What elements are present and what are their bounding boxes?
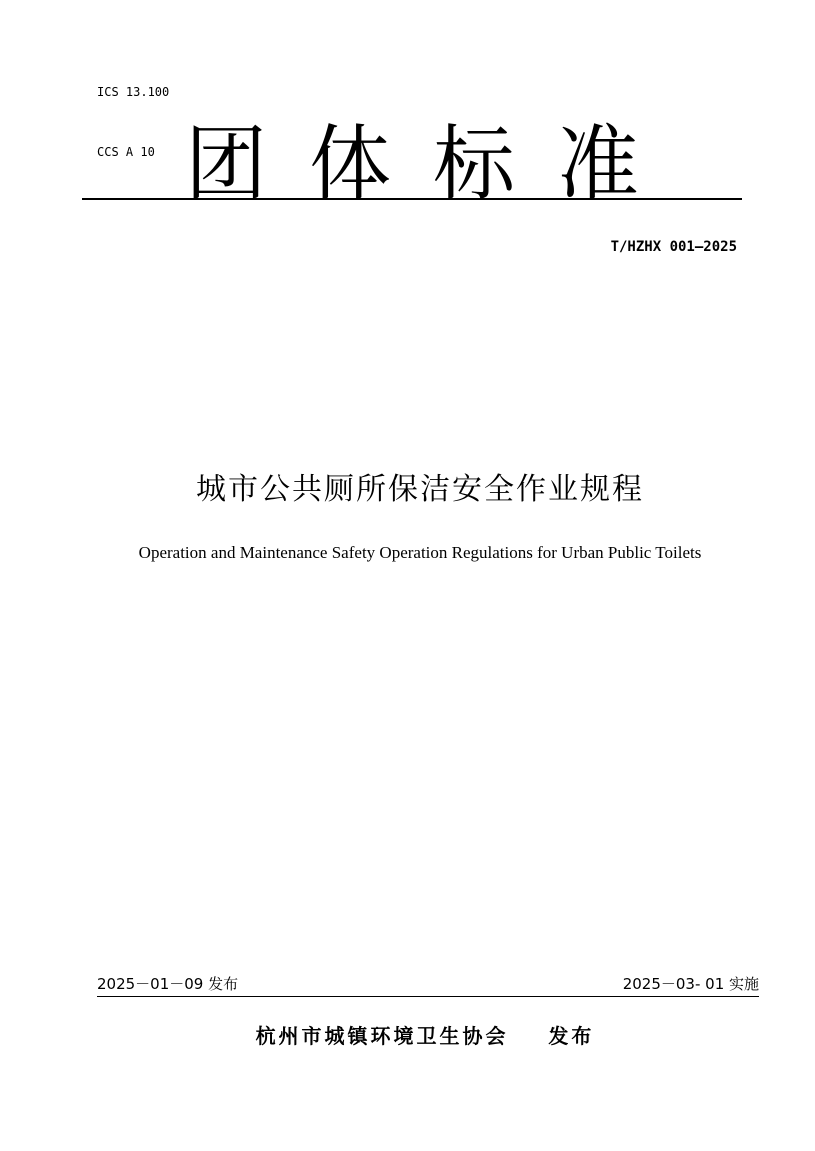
issue-date: 2025－01－09 发布 [97,975,239,993]
ics-code: ICS 13.100 [97,85,170,99]
title-divider [82,198,742,200]
implementation-date: 2025－03- 01 实施 [622,975,759,993]
ccs-code: CCS A 10 [97,145,155,159]
standard-type-heading: 团体标准 [184,117,681,212]
document-title-english: Operation and Maintenance Safety Operation Regulations for Urban Public Toilets [138,543,702,562]
publisher: 杭州市城镇环境卫生协会 发布 [255,1024,595,1048]
document-title-chinese: 城市公共厕所保洁安全作业规程 [196,472,644,507]
date-divider [97,996,759,997]
standard-number: T/HZHX 001—2025 [610,239,737,255]
